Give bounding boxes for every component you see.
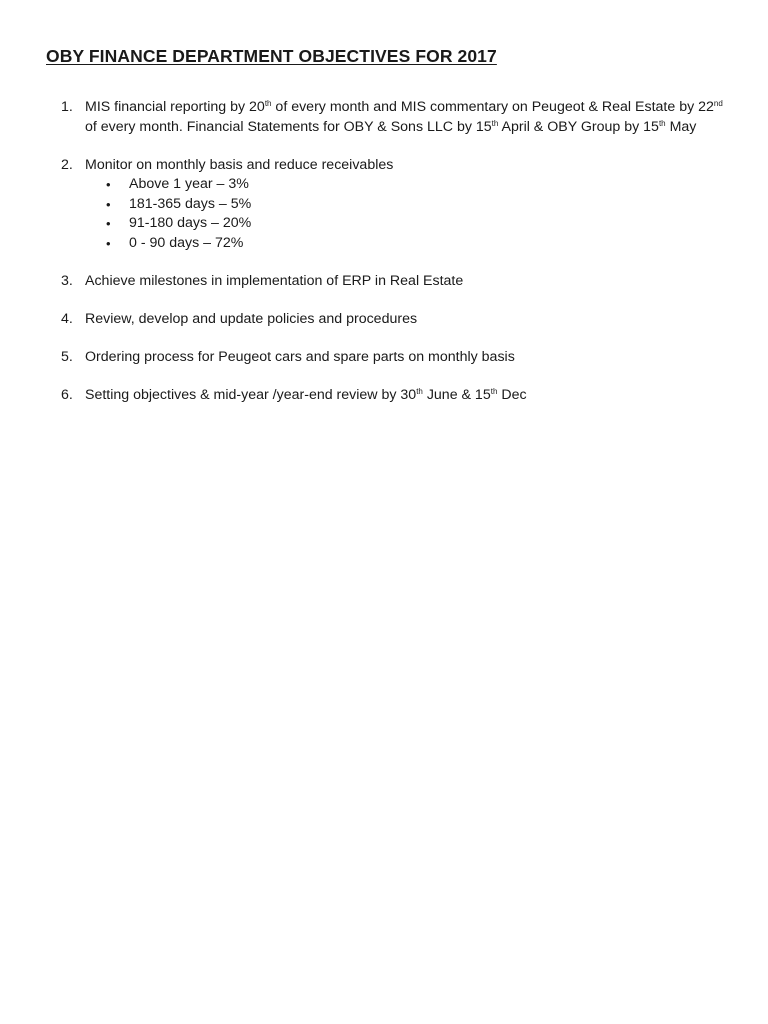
objective-number: 4.: [61, 311, 73, 327]
receivables-target-item: [85, 195, 738, 215]
receivables-target-text: 91-180 days – 20%: [129, 215, 252, 231]
receivables-target-text: 181-365 days – 5%: [129, 195, 252, 212]
objective-item-3: [0, 271, 768, 291]
objective-number: 6.: [61, 387, 73, 403]
objective-text: [85, 385, 738, 405]
objective-text: [85, 97, 738, 137]
document-title: OBY FINANCE DEPARTMENT OBJECTIVES FOR 2017: [46, 46, 497, 66]
receivables-target-item: [85, 175, 738, 195]
text-fragment: June & 15: [422, 387, 491, 403]
objective-text: Monitor on monthly basis and reduce receivables: [85, 157, 394, 173]
ordinal-suffix: th: [264, 99, 272, 108]
text-fragment: April & OBY Group by 15: [498, 119, 659, 135]
objective-text: Achieve milestones in implementation of ERP in Real Estate: [85, 273, 464, 289]
receivables-targets-list: [85, 175, 738, 253]
objective-item-1: [0, 97, 768, 137]
objective-text: Review, develop and update policies and procedures: [85, 311, 418, 327]
ordinal-suffix: nd: [713, 99, 723, 108]
text-fragment: Setting objectives & mid-year /year-end review by 30: [85, 387, 417, 403]
ordinal-suffix: th: [491, 119, 499, 128]
bullet-icon: •: [106, 177, 111, 192]
ordinal-suffix: th: [490, 387, 498, 396]
bullet-icon: •: [106, 196, 111, 212]
text-fragment: Dec: [497, 387, 527, 403]
objective-number: 5.: [61, 349, 73, 365]
bullet-icon: •: [106, 216, 111, 231]
text-fragment: of every month. Financial Statements for OBY & Sons LLC by 15: [85, 119, 492, 135]
objectives-list: [0, 97, 768, 423]
text-fragment: May: [665, 119, 697, 135]
receivables-target-item: [85, 234, 738, 254]
text-fragment: MIS financial reporting by 20: [85, 99, 265, 115]
receivables-target-text: Above 1 year – 3%: [129, 176, 249, 192]
objective-number: 3.: [61, 273, 73, 289]
objective-item-6: [0, 385, 768, 405]
objective-item-4: [0, 309, 768, 329]
text-fragment: of every month and MIS commentary on Peugeot & Real Estate by 22: [271, 99, 714, 115]
objective-item-5: [0, 347, 768, 367]
ordinal-suffix: th: [658, 119, 666, 128]
bullet-icon: •: [106, 235, 111, 251]
receivables-target-item: [85, 214, 738, 234]
objective-text: Ordering process for Peugeot cars and spare parts on monthly basis: [85, 349, 515, 365]
ordinal-suffix: th: [416, 387, 423, 396]
receivables-target-text: 0 - 90 days – 72%: [129, 234, 244, 251]
objective-item-2: [0, 155, 768, 253]
objective-number: 1.: [61, 99, 73, 115]
objective-number: 2.: [61, 157, 73, 173]
